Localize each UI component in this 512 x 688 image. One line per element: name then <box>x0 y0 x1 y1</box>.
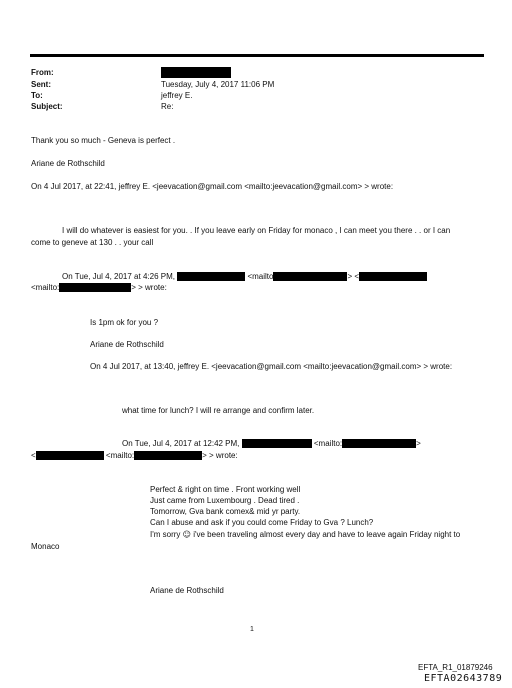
bracket-text: > <box>347 272 353 281</box>
quote-line: Just came from Luxembourg . Dead tired . <box>150 496 300 505</box>
wrote-text: > > wrote: <box>131 283 167 292</box>
signature: Ariane de Rothschild <box>90 340 164 349</box>
signature: Ariane de Rothschild <box>150 586 224 595</box>
bracket-text: < <box>354 272 360 281</box>
to-label: To: <box>31 91 43 100</box>
quote-line <box>150 530 460 540</box>
to-value: jeffrey E. <box>161 91 193 100</box>
quote-line: come to geneve at 130 . . your call <box>31 238 154 247</box>
document-reference: EFTA02643789 <box>424 673 503 684</box>
mailto-text: <mailto: <box>105 451 135 460</box>
signature: Ariane de Rothschild <box>31 159 105 168</box>
mailto-text: <mailto <box>247 272 274 281</box>
bracket-text: < <box>31 451 36 460</box>
quote-line: Is 1pm ok for you ? <box>90 318 159 327</box>
page-number: 1 <box>250 626 254 633</box>
sent-value: Tuesday, July 4, 2017 11:06 PM <box>161 80 275 89</box>
quote-header <box>31 451 238 461</box>
smiley-icon: ☺ <box>182 530 191 539</box>
redaction <box>273 272 347 281</box>
redaction <box>177 272 245 281</box>
redaction <box>36 451 104 460</box>
quote-line: what time for lunch? I will re arrange and confirm later. <box>122 406 315 415</box>
quote-text: i've been traveling almost every day and have to leave again Friday night to <box>190 530 461 539</box>
quote-line: Perfect & right on time . Front working well <box>150 485 301 494</box>
quote-intro: On 4 Jul 2017, at 22:41, jeffrey E. <jeevacation@gmail.com <mailto:jeevacation@gmail.com> > wrote: <box>31 182 394 191</box>
subject-label: Subject: <box>31 102 63 111</box>
quote-line: Can I abuse and ask if you could come Friday to Gva ? Lunch? <box>150 518 374 527</box>
bracket-text: > <box>416 439 421 448</box>
message-line: Thank you so much - Geneva is perfect . <box>31 136 176 145</box>
sent-label: Sent: <box>31 80 51 89</box>
mailto-text: <mailto: <box>31 283 60 292</box>
redaction-from <box>161 67 231 78</box>
wrote-text: > > wrote: <box>202 451 238 460</box>
quote-line: Monaco <box>31 542 60 551</box>
redaction <box>134 451 202 460</box>
quote-header <box>62 272 427 282</box>
quote-line: I will do whatever is easiest for you. . If you leave early on Friday for monaco , I can meet you there . . or I can <box>62 226 451 235</box>
quote-header <box>31 283 167 293</box>
quote-date: On Tue, Jul 4, 2017 at 12:42 PM, <box>122 439 240 448</box>
redaction <box>359 272 427 281</box>
mailto-text: <mailto: <box>313 439 343 448</box>
quote-date: On Tue, Jul 4, 2017 at 4:26 PM, <box>62 272 175 281</box>
quote-line: Tomorrow, Gva bank comex& mid yr party. <box>150 507 301 516</box>
quote-text: I'm sorry <box>150 530 183 539</box>
from-label: From: <box>31 68 54 77</box>
document-reference: EFTA_R1_01879246 <box>418 663 493 672</box>
header-rule <box>30 54 484 57</box>
subject-value: Re: <box>161 102 174 111</box>
quote-header <box>122 439 421 449</box>
quote-intro: On 4 Jul 2017, at 13:40, jeffrey E. <jeevacation@gmail.com <mailto:jeevacation@gmail.com> > wrote: <box>90 362 453 371</box>
redaction <box>59 283 131 292</box>
redaction <box>342 439 416 448</box>
redaction <box>242 439 312 448</box>
